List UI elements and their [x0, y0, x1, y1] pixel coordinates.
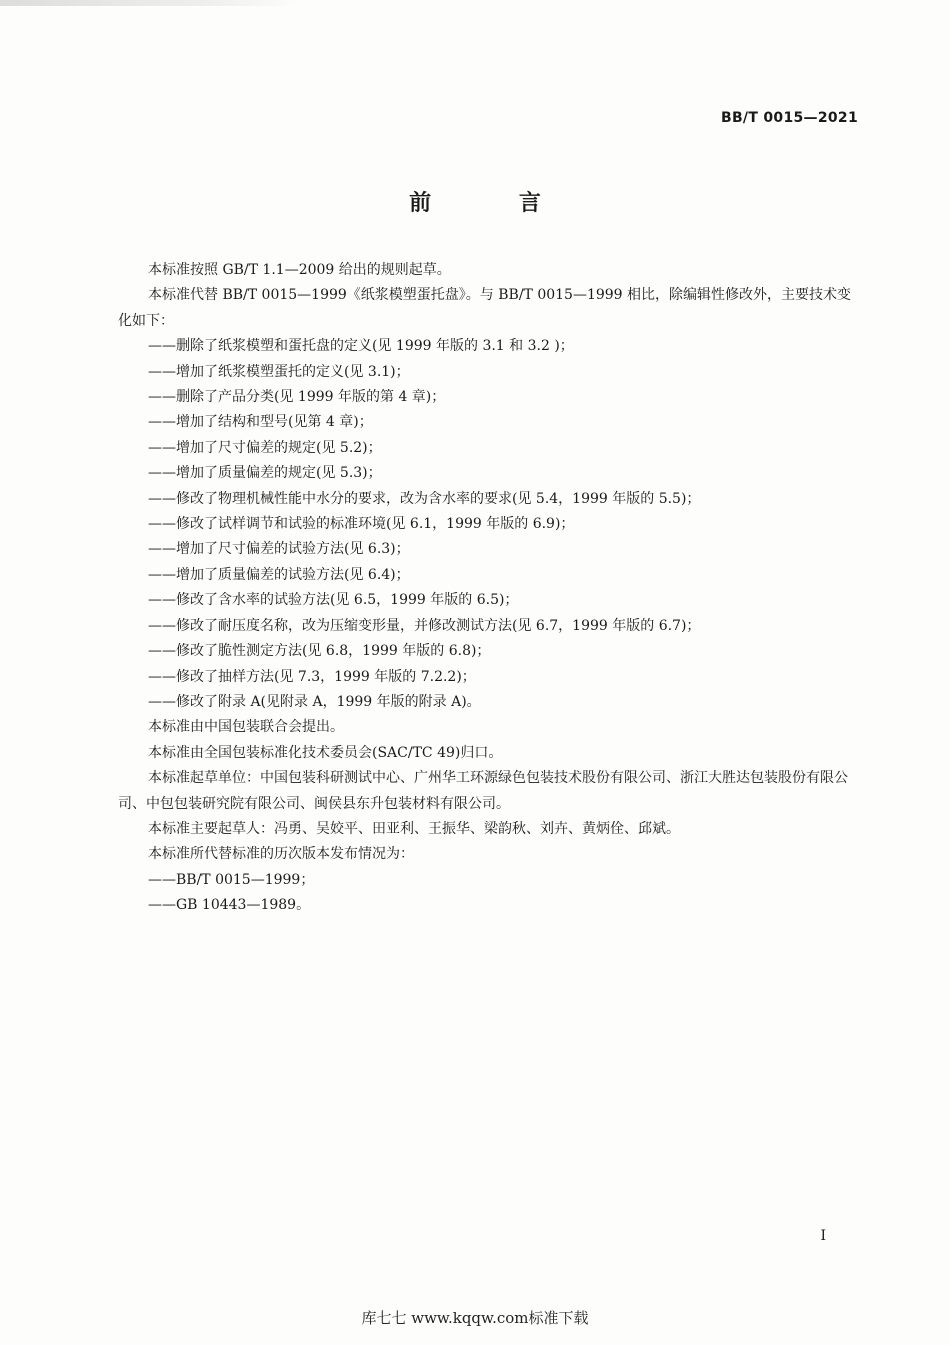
change-item: ——修改了耐压度名称，改为压缩变形量，并修改测试方法(见 6.7，1999 年版的 6.7)； — [148, 617, 701, 634]
change-item: ——修改了脆性测定方法(见 6.8，1999 年版的 6.8)； — [148, 643, 491, 660]
paragraph-replacement: 本标准代替 BB/T 0015—1999《纸浆模塑蛋托盘》。与 BB/T 0015—1999 相比，除编辑性修改外，主要技术变化如下： — [118, 287, 852, 329]
change-item: ——增加了尺寸偏差的规定(见 5.2)； — [148, 439, 382, 456]
change-item: ——修改了含水率的试验方法(见 6.5，1999 年版的 6.5)； — [148, 592, 519, 609]
change-item: ——删除了产品分类(见 1999 年版的第 4 章)； — [148, 389, 446, 406]
paragraph-committee: 本标准由全国包装标准化技术委员会(SAC/TC 49)归口。 — [148, 744, 503, 761]
standard-code: BB/T 0015—2021 — [720, 110, 858, 126]
history-item: ——BB/T 0015—1999； — [148, 871, 315, 888]
preface-body — [118, 258, 858, 919]
change-item: ——增加了尺寸偏差的试验方法(见 6.3)； — [148, 541, 410, 558]
change-item: ——修改了附录 A(见附录 A，1999 年版的附录 A)。 — [148, 693, 481, 710]
change-item: ——修改了抽样方法(见 7.3，1999 年版的 7.2.2)； — [148, 668, 476, 685]
scan-smudge — [0, 0, 300, 6]
paragraph-proposer: 本标准由中国包装联合会提出。 — [148, 719, 344, 736]
footer-watermark: 库七七 www.kqqw.com标准下载 — [361, 1309, 589, 1327]
page-number: I — [820, 1228, 826, 1244]
page-title: 前 言 — [409, 191, 581, 216]
paragraph-history-intro: 本标准所代替标准的历次版本发布情况为： — [148, 846, 414, 863]
paragraph-drafting-rules: 本标准按照 GB/T 1.1—2009 给出的规则起草。 — [148, 262, 451, 278]
paragraph-drafters: 本标准主要起草人：冯勇、吴姣平、田亚利、王振华、梁韵秋、刘卉、黄炳佺、邱斌。 — [148, 820, 680, 837]
change-item: ——增加了结构和型号(见第 4 章)； — [148, 414, 373, 431]
paragraph-drafting-units: 本标准起草单位：中国包装科研测试中心、广州华工环源绿色包装技术股份有限公司、浙江大胜达包装股份有限公司、中包包装研究院有限公司、闽侯县东升包装材料有限公司。 — [118, 770, 848, 812]
change-item: ——增加了质量偏差的规定(见 5.3)； — [148, 465, 382, 482]
history-item: ——GB 10443—1989。 — [148, 897, 311, 914]
change-item: ——增加了质量偏差的试验方法(见 6.4)； — [148, 566, 410, 583]
change-item: ——删除了纸浆模塑和蛋托盘的定义(见 1999 年版的 3.1 和 3.2 )； — [148, 338, 574, 355]
change-item: ——增加了纸浆模塑蛋托的定义(见 3.1)； — [148, 363, 410, 380]
change-item: ——修改了物理机械性能中水分的要求，改为含水率的要求(见 5.4，1999 年版的 5.5)； — [148, 490, 701, 507]
change-item: ——修改了试样调节和试验的标准环境(见 6.1，1999 年版的 6.9)； — [148, 516, 575, 533]
